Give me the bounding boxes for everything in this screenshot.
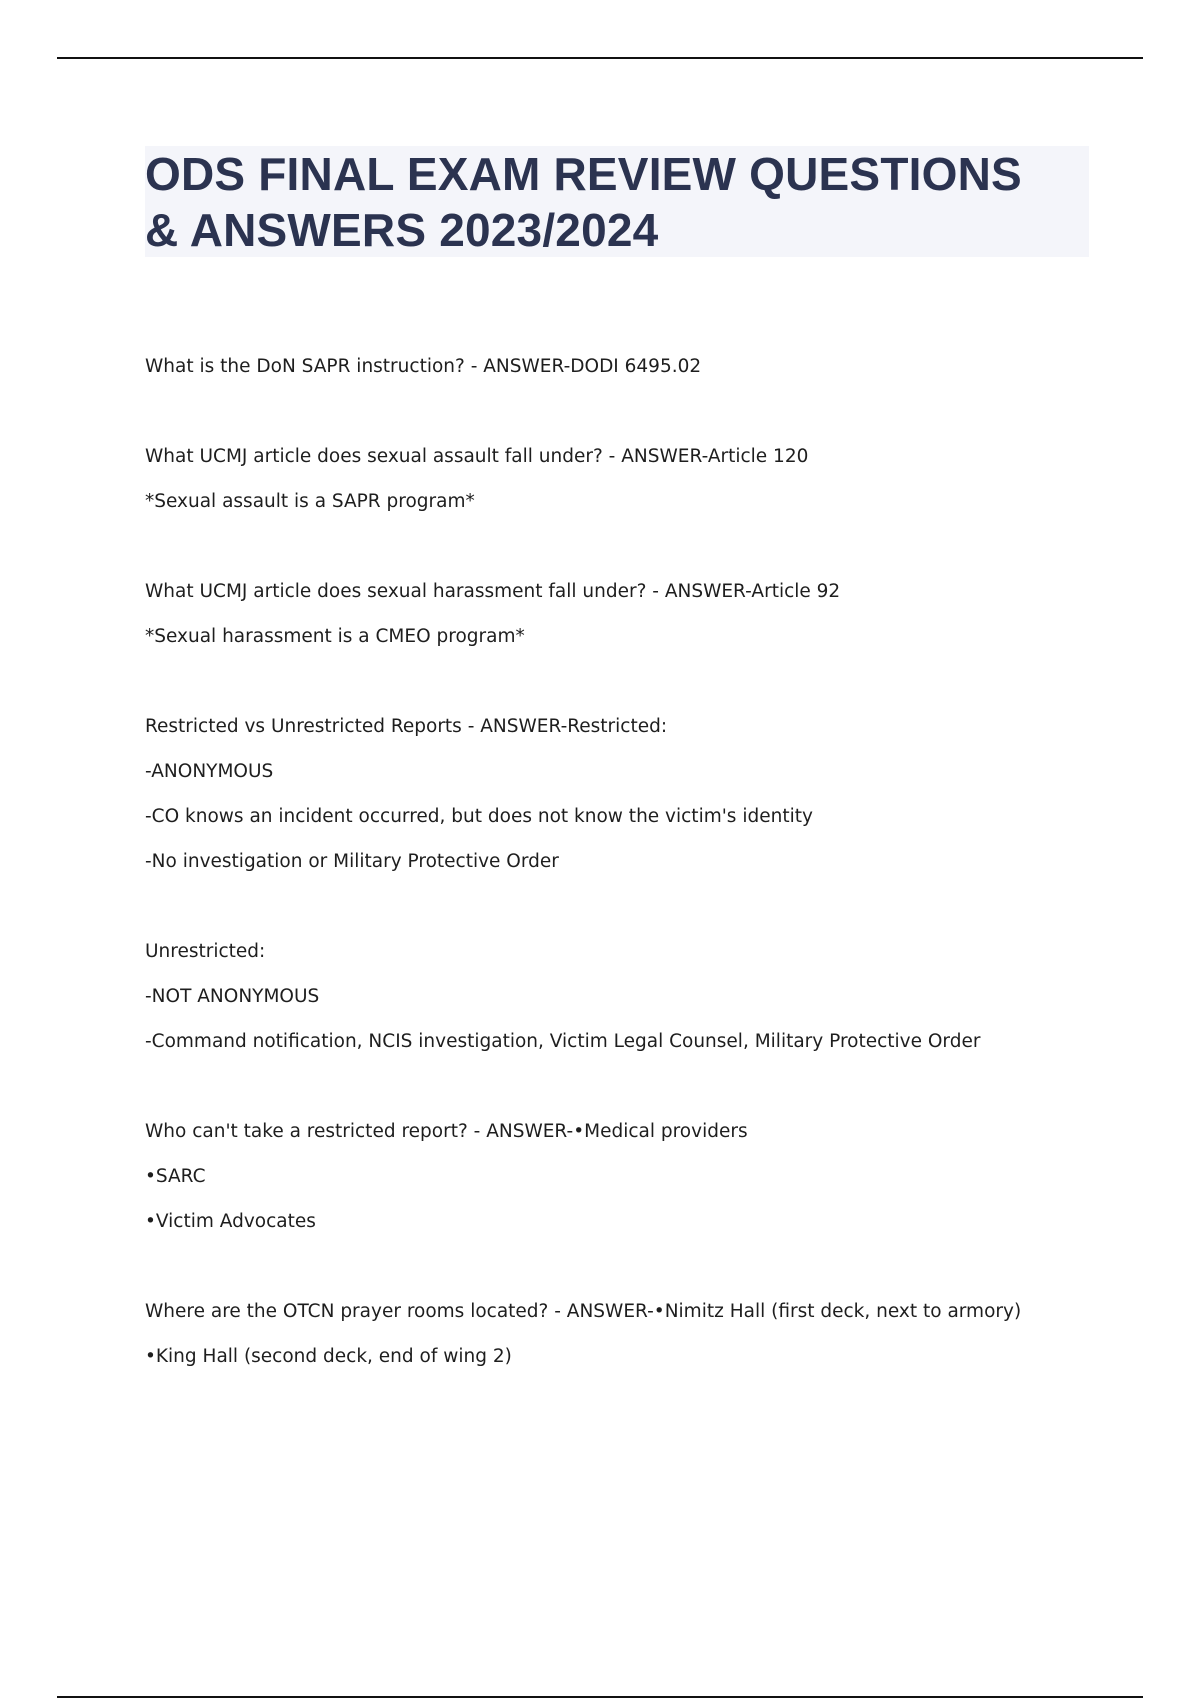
answer-note-line: *Sexual assault is a SAPR program* [145,491,475,512]
qa-item [145,434,1095,524]
question-answer-line: What is the DoN SAPR instruction? - ANSWER-DODI 6495.02 [145,356,702,377]
answer-line: -No investigation or Military Protective Order [145,851,559,872]
qa-item [145,569,1095,659]
question-answer-line: Restricted vs Unrestricted Reports - ANSWER-Restricted: [145,716,668,737]
answer-line: -Command notification, NCIS investigation, Victim Legal Counsel, Military Protective Order [145,1031,981,1052]
answer-line: •SARC [145,1166,206,1187]
answer-line: Unrestricted: [145,941,266,962]
bottom-divider [57,1696,1143,1698]
qa-item [145,1289,1095,1379]
qa-item [145,704,1095,1064]
document-title [145,146,1089,258]
answer-line: •King Hall (second deck, end of wing 2) [145,1346,512,1367]
question-answer-line: What UCMJ article does sexual assault fall under? - ANSWER-Article 120 [145,446,809,467]
document-title-line-1: ODS FINAL EXAM REVIEW QUESTIONS [145,148,1022,200]
answer-subblock [145,929,1095,1064]
document-title-line-2: & ANSWERS 2023/2024 [145,204,659,256]
top-divider [57,57,1143,59]
answer-line: -ANONYMOUS [145,761,274,782]
answer-line: •Victim Advocates [145,1211,316,1232]
answer-line: -CO knows an incident occurred, but does not know the victim's identity [145,806,813,827]
qa-item [145,344,1095,389]
question-answer-line: Who can't take a restricted report? - ANSWER-•Medical providers [145,1121,748,1142]
question-answer-line: Where are the OTCN prayer rooms located? - ANSWER-•Nimitz Hall (first deck, next to armory) [145,1301,1022,1322]
question-answer-line: What UCMJ article does sexual harassment fall under? - ANSWER-Article 92 [145,581,841,602]
qa-list [145,344,1095,1379]
answer-note-line: *Sexual harassment is a CMEO program* [145,626,525,647]
answer-line: -NOT ANONYMOUS [145,986,320,1007]
title-block [145,146,1089,257]
qa-item [145,1109,1095,1244]
